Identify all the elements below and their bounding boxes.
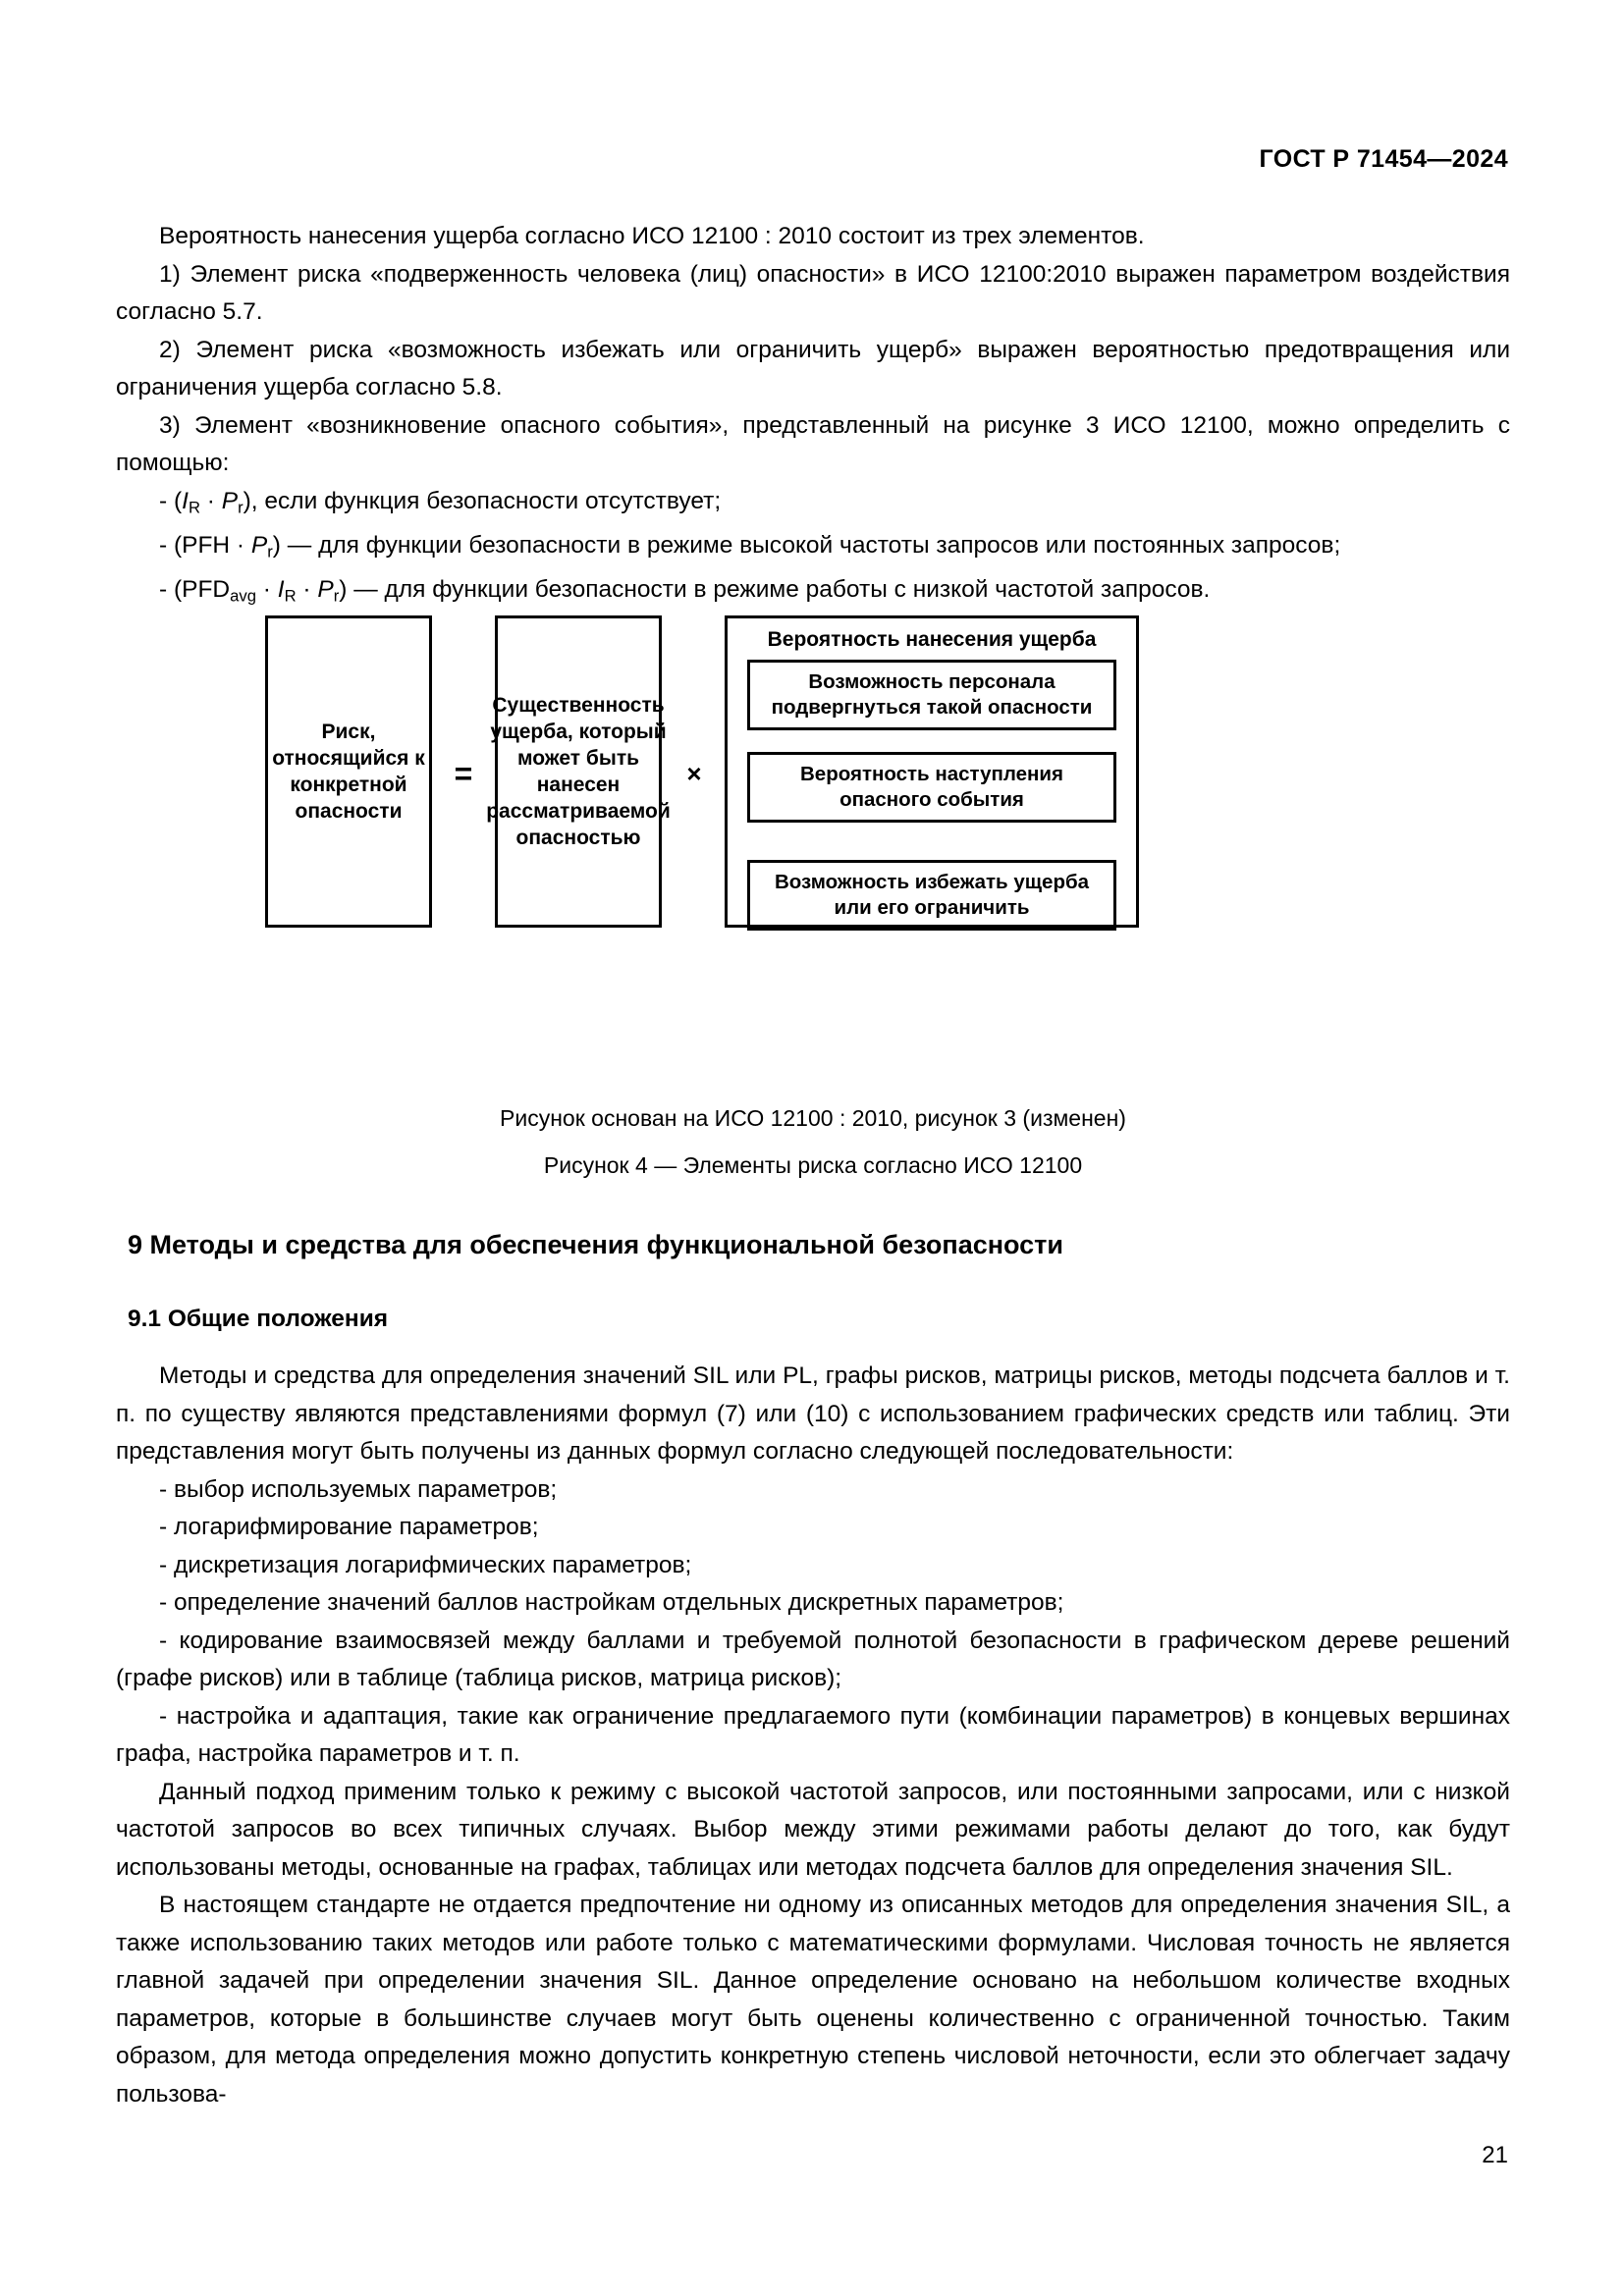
formula-line-2	[116, 527, 1510, 571]
section-9-1-paragraph-1: Методы и средства для определения значений SIL или PL, графы рисков, матрицы рисков, методы подсчета баллов и т. п. по существу являются представлениями формул (7) или (10) с использованием графических средств или таблиц. Эти представления могут быть получены из данных формул согласно следующей последовательности:	[116, 1362, 1510, 1465]
figure-box-risk-label: Риск, относящийся к конкретной опасности	[272, 721, 425, 823]
section-9-1-body	[116, 1358, 1510, 2113]
section-9-1-paragraph-3: В настоящем стандарте не отдается предпочтение ни одному из описанных методов для определения значения SIL, а также использованию таких методов или работе только с математическими формулами. Числовая точность не является главной задачей при определении значения SIL. Данное определение основано на небольшом количестве входных параметров, которые в большинстве случаев могут быть оценены количественно с ограниченной точностью. Таким образом, для метода определения можно допустить конкретную степень числовой неточности, если это облегчает задачу пользова-	[116, 1892, 1510, 2108]
formula-3-prefix: - (PFD	[159, 575, 231, 603]
formula-1-var-i-subscript: R	[188, 498, 200, 517]
intro-paragraph-1: Вероятность нанесения ущерба согласно ИСО 12100 : 2010 состоит из трех элементов.	[159, 223, 1145, 249]
section-9-1-bullet-3: - дискретизация логарифмических параметров;	[159, 1551, 692, 1578]
formula-3-mid-2: ·	[296, 575, 318, 603]
intro-paragraph-2: 1) Элемент риска «подверженность человека (лиц) опасности» в ИСО 12100:2010 выражен параметром воздействия согласно 5.7.	[116, 260, 1510, 325]
formula-1-var-p: P	[221, 487, 239, 514]
formula-3-var-p: P	[317, 575, 334, 603]
section-9-heading: 9 Методы и средства для обеспечения функциональной безопасности	[128, 1230, 1064, 1259]
formula-2-var-p-subscript: r	[267, 542, 273, 561]
formula-1-var-i: I	[182, 487, 189, 514]
figure-equation-row	[116, 601, 1510, 1092]
figure-box-risk	[265, 615, 432, 928]
intro-paragraph-3: 2) Элемент риска «возможность избежать или ограничить ущерб» выражен вероятностью предотвращения или ограничения ущерба согласно 5.8.	[116, 336, 1510, 400]
formula-3-var-p-subscript: r	[333, 586, 340, 606]
formula-3-var-i-subscript: R	[284, 586, 297, 606]
formula-1-prefix: - (	[159, 487, 183, 514]
intro-text-block	[116, 218, 1510, 615]
figure-sub-box-exposure: Возможность персонала подвергнуться такой опасности	[747, 660, 1116, 730]
section-9-1-bullet-1: - выбор используемых параметров;	[159, 1475, 558, 1503]
figure-sub-box-hazard-event: Вероятность наступления опасного события	[747, 752, 1116, 823]
formula-3-pfd-subscript: avg	[230, 586, 256, 606]
figure-box-severity	[486, 615, 671, 928]
figure-source-note: Рисунок основан на ИСО 12100 : 2010, рисунок 3 (изменен)	[500, 1105, 1126, 1131]
formula-1-var-p-subscript: r	[238, 498, 244, 517]
intro-paragraph-4: 3) Элемент «возникновение опасного события», представленный на рисунке 3 ИСО 12100, можно определить с помощью:	[116, 411, 1510, 476]
formula-2-var-p: P	[250, 531, 268, 559]
section-9-1-bullet-6: - настройка и адаптация, такие как ограничение предлагаемого пути (комбинации параметров) в концевых вершинах графа, настройка параметров и т. п.	[116, 1702, 1510, 1767]
figure-sub-box-avoidance: Возможность избежать ущерба или его ограничить	[747, 860, 1116, 931]
formula-3-var-i: I	[277, 575, 285, 603]
formula-line-1	[116, 483, 1510, 527]
formula-2-suffix: ) — для функции безопасности в режиме высокой частоты запросов или постоянных запросов;	[272, 531, 1341, 559]
figure-box-probability	[725, 615, 1139, 928]
formula-1-dot: ·	[199, 487, 222, 514]
formula-3-suffix: ) — для функции безопасности в режиме работы с низкой частотой запросов.	[339, 575, 1211, 603]
figure-box-severity-label: Сущeственность ущерба, который может быть нанесен рассматриваемой опасностью	[486, 694, 671, 849]
formula-2-prefix: - (PFH ·	[159, 531, 251, 559]
multiply-sign: ×	[686, 759, 702, 788]
section-9-1-paragraph-2: Данный подход применим только к режиму с высокой частотой запросов, или постоянными запросами, или с низкой частотой запросов во всех типичных случаях. Выбор между этими режимами работы делают до того, как будут использованы методы, основанные на графах, таблицах или методах подсчета баллов для определения значения SIL.	[116, 1778, 1510, 1881]
figure-caption: Рисунок 4 — Элементы риска согласно ИСО 12100	[543, 1152, 1083, 1178]
section-9-1-bullet-4: - определение значений баллов настройкам отдельных дискретных параметров;	[159, 1589, 1064, 1616]
formula-3-mid-1: ·	[255, 575, 278, 603]
section-9-1-bullet-2: - логарифмирование параметров;	[159, 1514, 539, 1540]
figure-4-risk-elements	[116, 601, 1510, 1092]
formula-1-suffix: ), если функция безопасности отсутствует;	[243, 487, 722, 514]
section-9-1-bullet-5: - кодирование взаимосвязей между баллами и требуемой полнотой безопасности в графическом дереве решений (графе рисков) или в таблице (таблица рисков, матрица рисков);	[116, 1627, 1510, 1691]
page-header-standard-id: ГОСТ Р 71454—2024	[1259, 145, 1508, 173]
equals-sign: =	[454, 756, 473, 791]
section-9-1-heading: 9.1 Общие положения	[128, 1306, 389, 1332]
page-number: 21	[1482, 2142, 1508, 2168]
figure-box-probability-title: Вероятность нанесения ущерба	[767, 628, 1097, 651]
